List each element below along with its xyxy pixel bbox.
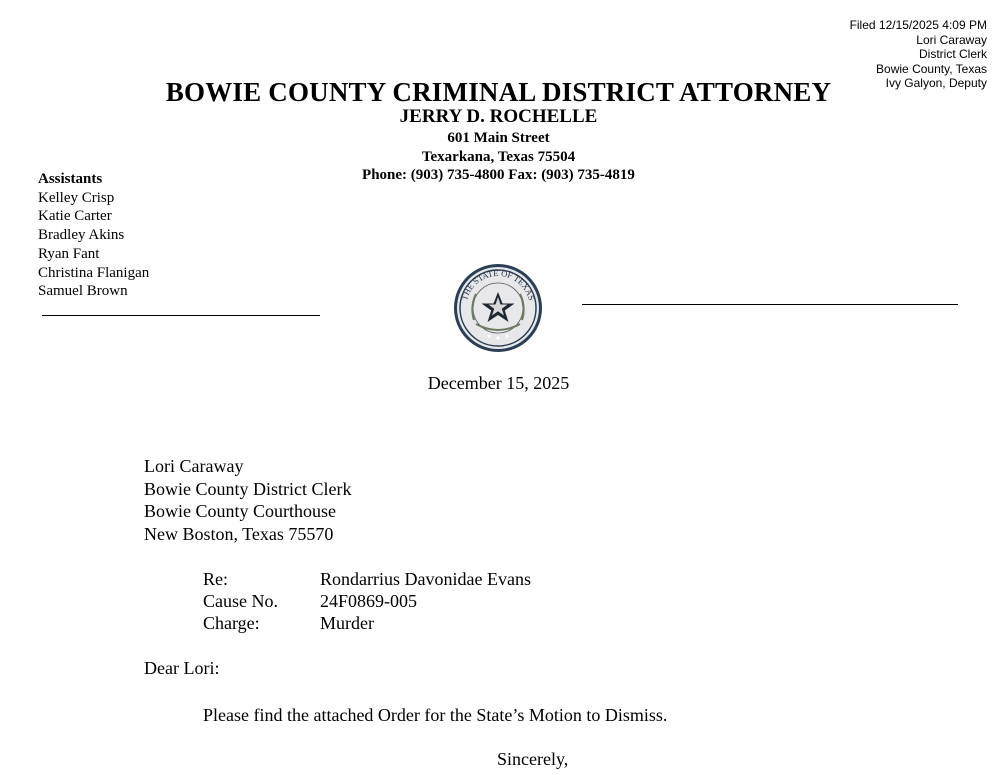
office-title: BOWIE COUNTY CRIMINAL DISTRICT ATTORNEY [165,77,832,107]
assistants-list [38,170,149,301]
clerk-deputy: Ivy Galyon, Deputy [885,76,987,90]
recipient-name: Lori Caraway [144,456,244,476]
reference-row [203,568,531,590]
salutation: Dear Lori: [144,658,220,678]
recipient-building: Bowie County Courthouse [144,501,336,521]
assistant-name: Kelley Crisp [38,189,115,206]
reference-label: Charge: [203,613,260,633]
recipient-title: Bowie County District Clerk [144,478,352,499]
clerk-name: Lori Caraway [916,32,987,47]
reference-row [203,590,417,612]
filed-datetime: Filed 12/15/2025 4:09 PM [849,18,987,32]
assistant-name: Katie Carter [38,208,112,225]
reference-value: 24F0869-005 [320,591,418,611]
seal-text: THE STATE OF TEXAS [459,267,537,302]
office-street: 601 Main Street [447,130,550,146]
assistant-name: Samuel Brown [38,283,128,300]
letter-date: December 15, 2025 [427,373,570,393]
assistant-name: Bradley Akins [38,227,125,244]
left-divider [42,315,320,316]
clerk-county: Bowie County, Texas [876,61,987,76]
recipient-city: New Boston, Texas 75570 [144,523,334,544]
reference-label: Re: [203,569,228,589]
reference-value: Rondarrius Davonidae Evans [320,569,531,589]
recipient-address [144,455,351,545]
office-city: Texarkana, Texas 75504 [421,149,576,165]
assistant-name: Christina Flanigan [38,264,150,281]
attorney-name: JERRY D. ROCHELLE [399,106,598,127]
office-phone-fax: Phone: (903) 735-4800 Fax: (903) 735-4819 [362,167,635,183]
clerk-title: District Clerk [919,47,987,61]
letter-body: Please find the attached Order for the State’s Motion to Dismiss. [203,705,668,725]
reference-value: Murder [320,613,374,633]
reference-row [203,612,374,634]
assistant-name: Ryan Fant [38,245,100,262]
reference-label: Cause No. [203,591,278,611]
assistants-title: Assistants [38,171,103,187]
closing: Sincerely, [497,749,569,769]
texas-seal-icon [452,262,544,354]
right-divider [582,304,958,305]
